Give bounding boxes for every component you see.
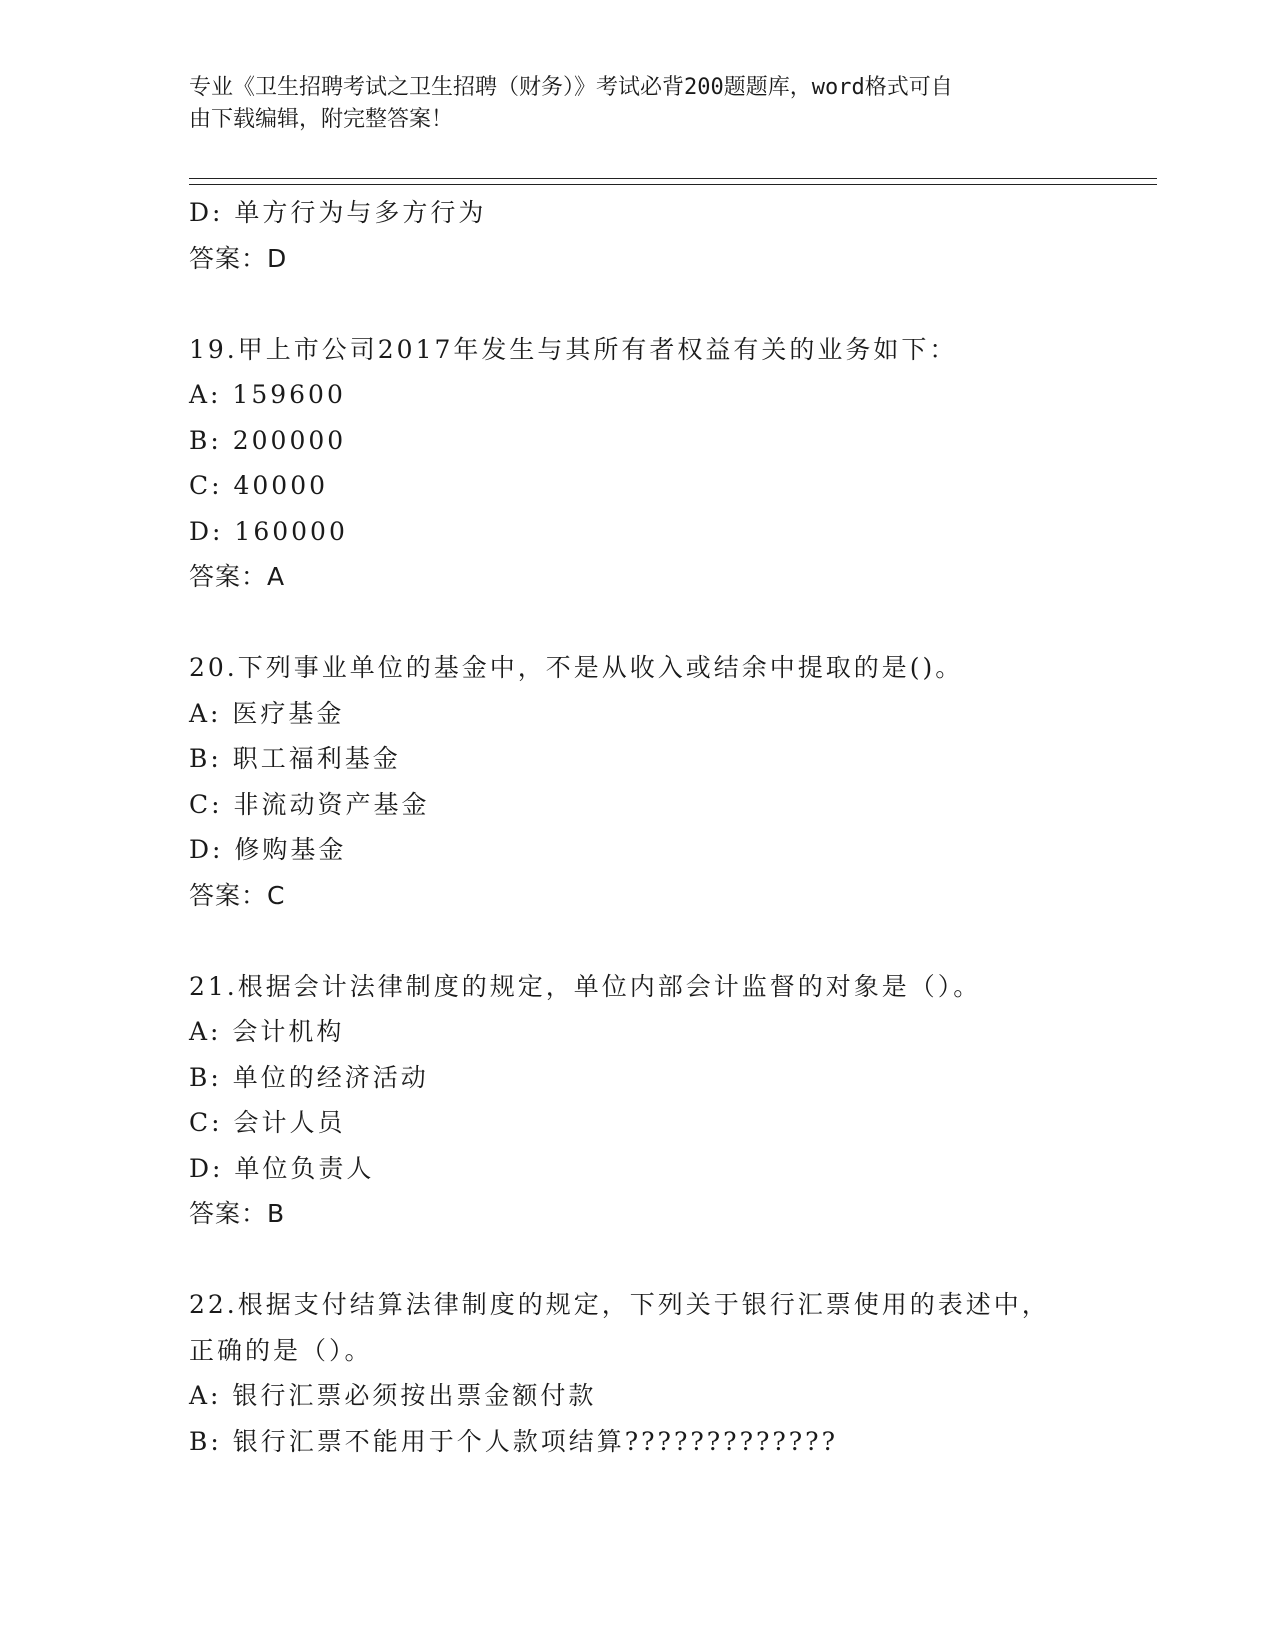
spacer [189, 1237, 1139, 1283]
answer: 答案：D [189, 243, 288, 273]
option-b: B: 单位的经济活动 [189, 1062, 429, 1092]
question-20-stem: 20.下列事业单位的基金中，不是从收入或结余中提取的是()。 [189, 653, 964, 682]
option-d: D: 单位负责人 [189, 1153, 375, 1183]
option-d: D: 单方行为与多方行为 [189, 198, 487, 227]
question-22-stem: 22.根据支付结算法律制度的规定，下列关于银行汇票使用的表述中， [189, 1290, 1050, 1319]
question-list [189, 190, 1139, 1464]
question-22-stem-continued: 正确的是（）。 [189, 1335, 373, 1365]
option-c: C: 非流动资产基金 [189, 789, 430, 819]
option-a: A: 医疗基金 [189, 698, 345, 728]
spacer [189, 281, 1139, 327]
option-c: C: 40000 [189, 471, 329, 500]
header-divider-bottom [189, 184, 1157, 185]
option-a: A: 159600 [189, 380, 346, 409]
option-c: C: 会计人员 [189, 1108, 346, 1137]
answer: 答案：B [189, 1199, 286, 1228]
option-d: D: 修购基金 [189, 835, 347, 864]
option-a: A: 会计机构 [189, 1017, 345, 1046]
question-21-stem: 21.根据会计法律制度的规定，单位内部会计监督的对象是（）。 [189, 971, 982, 1001]
option-b: B: 职工福利基金 [189, 744, 401, 773]
answer: 答案：C [189, 880, 286, 910]
option-a: A: 银行汇票必须按出票金额付款 [189, 1381, 597, 1410]
answer: 答案：A [189, 562, 286, 591]
header-line-1: 专业《卫生招聘考试之卫生招聘（财务）》考试必背200题题库，word格式可自 [189, 75, 953, 100]
document-header [189, 72, 1089, 136]
question-19-stem: 19.甲上市公司2017年发生与其所有者权益有关的业务如下： [189, 334, 958, 364]
option-b: B: 200000 [189, 425, 347, 455]
option-b: B: 银行汇票不能用于个人款项结算????????????? [189, 1426, 838, 1456]
header-line-2: 由下载编辑，附完整答案！ [189, 107, 454, 132]
spacer [189, 600, 1139, 646]
spacer [189, 918, 1139, 964]
header-divider-top [189, 178, 1157, 179]
option-d: D: 160000 [189, 516, 348, 546]
